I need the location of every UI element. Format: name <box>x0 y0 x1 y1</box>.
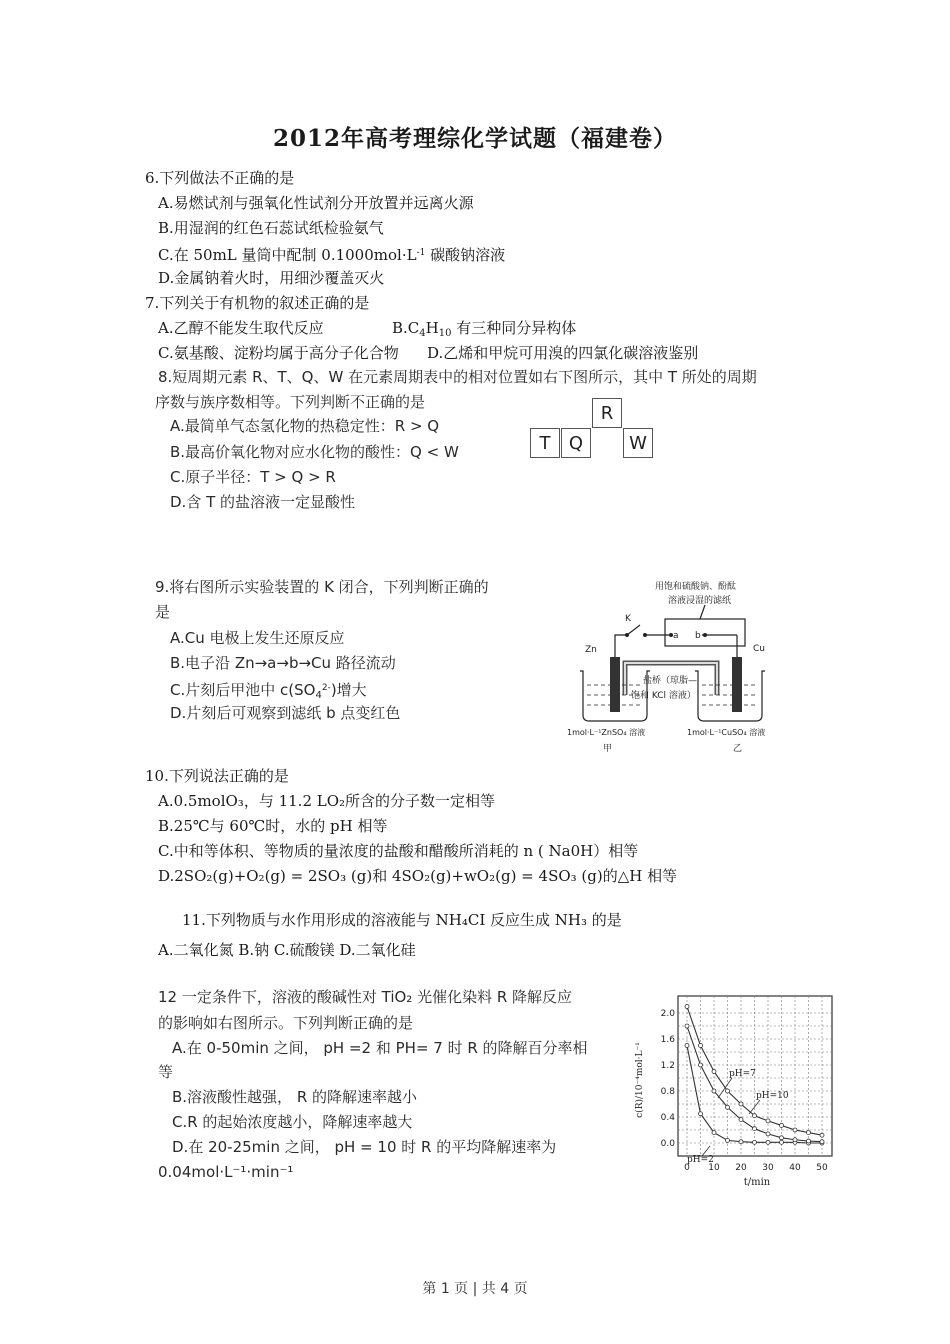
svg-text:2.0: 2.0 <box>660 1009 675 1019</box>
svg-text:1.6: 1.6 <box>660 1035 675 1045</box>
svg-text:20: 20 <box>735 1163 747 1173</box>
question-12-stem-line-2: 的影响如右图所示。下列判断正确的是 <box>158 1014 414 1032</box>
question-9-option-b: B.电子沿 Zn→a→b→Cu 路径流动 <box>170 654 396 672</box>
switch-k <box>627 625 640 635</box>
question-7-stem: 7.下列关于有机物的叙述正确的是 <box>145 294 370 312</box>
switch-label: K <box>625 614 631 624</box>
svg-text:10: 10 <box>708 1163 720 1173</box>
svg-text:0.8: 0.8 <box>660 1087 675 1097</box>
option-b-text-mid: H <box>425 319 439 337</box>
question-10-option-a: A.0.5molO₃，与 11.2 LO₂所含的分子数一定相等 <box>158 792 496 810</box>
option-b-text: B.C <box>392 319 420 337</box>
question-9-option-c <box>170 678 367 706</box>
question-8-option-a: A.最简单气态氢化物的热稳定性：R > Q <box>170 417 440 435</box>
right-cell-label: 乙 <box>733 744 743 754</box>
question-7-option-d: D.乙烯和甲烷可用溴的四氯化碳溶液鉴别 <box>427 344 699 362</box>
question-10-stem: 10.下列说法正确的是 <box>145 767 289 785</box>
filter-paper-label-1: 用饱和硫酸钠、酚酞 <box>655 582 737 592</box>
zinc-electrode <box>610 657 620 712</box>
option-c-sub: 4 <box>315 690 322 701</box>
question-12-option-b: B.溶液酸性越强， R 的降解速率越小 <box>172 1088 418 1106</box>
question-8-stem-line-2: 序数与族序数相等。下列判断不正确的是 <box>155 393 426 411</box>
salt-bridge-label-1: 盐桥（琼脂— <box>643 676 698 686</box>
question-6-option-d: D.金属钠着火时，用细沙覆盖灭火 <box>158 269 385 287</box>
question-10-option-b: B.25℃与 60℃时，水的 pH 相等 <box>158 817 388 835</box>
option-c-text-end: )增大 <box>330 681 367 699</box>
question-9-option-a: A.Cu 电极上发生还原反应 <box>170 629 345 647</box>
svg-text:0: 0 <box>684 1163 690 1173</box>
point-b-label: b <box>695 631 701 641</box>
svg-text:1.2: 1.2 <box>660 1061 675 1071</box>
option-b-sub-2: 10 <box>438 328 452 339</box>
document-title: 2012年高考理综化学试题（福建卷） <box>272 125 677 152</box>
question-12-option-c: C.R 的起始浓度越小，降解速率越大 <box>172 1113 413 1131</box>
periodic-table-figure <box>530 398 660 460</box>
svg-text:0.0: 0.0 <box>660 1139 675 1149</box>
beaker-right <box>695 671 765 721</box>
copper-electrode <box>732 657 742 712</box>
question-6-stem: 6.下列做法不正确的是 <box>145 169 295 187</box>
question-7-option-a: A.乙醇不能发生取代反应 <box>158 319 324 337</box>
question-11-options: A.二氧化氮 B.钠 C.硫酸镁 D.二氧化硅 <box>158 941 416 959</box>
cell-q: Q <box>561 428 591 458</box>
label-ph10: pH=10 <box>756 1091 789 1101</box>
question-11-stem: 11.下列物质与水作用形成的溶液能与 NH₄CI 反应生成 NH₃ 的是 <box>182 911 622 929</box>
cu-label: Cu <box>753 644 765 654</box>
label-ph2: pH=2 <box>687 1155 714 1165</box>
question-6-option-a: A.易燃试剂与强氧化性试剂分开放置并远离火源 <box>158 194 474 212</box>
question-8-option-d: D.含 T 的盐溶液一定显酸性 <box>170 493 356 511</box>
degradation-chart <box>632 988 837 1193</box>
svg-text:30: 30 <box>762 1163 774 1173</box>
question-12-option-a-line-2: 等 <box>158 1063 174 1081</box>
question-12-stem-line-1: 12 一定条件下，溶液的酸碱性对 TiO₂ 光催化染料 R 降解反应 <box>158 988 573 1006</box>
cell-w: W <box>623 428 653 458</box>
svg-text:40: 40 <box>789 1163 801 1173</box>
question-8-stem-line-1: 8.短周期元素 R、T、Q、W 在元素周期表中的相对位置如右下图所示，其中 T 所处的周期 <box>158 368 757 386</box>
question-10-option-c: C.中和等体积、等物质的量浓度的盐酸和醋酸所消耗的 n ( Na0H）相等 <box>158 842 639 860</box>
point-a-label: a <box>673 631 679 641</box>
page-footer: 第 1 页 | 共 4 页 <box>422 1281 528 1297</box>
option-b-text-end: 有三种同分异构体 <box>451 319 577 337</box>
option-c-text: C.片刻后甲池中 c(SO <box>170 681 316 699</box>
y-axis-label: c(R)/10⁻⁴mol·L⁻¹ <box>635 1042 645 1118</box>
galvanic-cell-figure <box>555 575 810 760</box>
question-9-stem-line-1: 9.将右图所示实验装置的 K 闭合，下列判断正确的 <box>155 578 489 596</box>
question-9-option-d: D.片刻后可观察到滤纸 b 点变红色 <box>170 704 401 722</box>
question-7-option-c: C.氨基酸、淀粉均属于高分子化合物 <box>158 344 399 362</box>
left-cell-label: 甲 <box>603 744 613 754</box>
question-9-stem-line-2: 是 <box>155 603 171 621</box>
question-6-option-b: B.用湿润的红色石蕊试纸检验氨气 <box>158 219 384 237</box>
svg-text:0.4: 0.4 <box>660 1113 675 1123</box>
x-axis-label: t/min <box>743 1177 771 1188</box>
right-solution-label: 1mol·L⁻¹CuSO₄ 溶液 <box>687 728 766 737</box>
cell-r: R <box>592 398 622 428</box>
option-c-text-end: 碳酸钠溶液 <box>425 246 506 264</box>
question-6-option-c <box>158 243 505 265</box>
svg-text:50: 50 <box>816 1163 828 1173</box>
question-8-option-c: C.原子半径：T > Q > R <box>170 468 336 486</box>
left-solution-label: 1mol·L⁻¹ZnSO₄ 溶液 <box>567 728 646 737</box>
y-axis-ticks <box>661 1009 676 1149</box>
question-7-option-b <box>392 318 576 344</box>
option-c-sup: -1 <box>416 248 426 258</box>
label-ph7: pH=7 <box>729 1069 756 1079</box>
option-b-sub: 4 <box>419 328 426 339</box>
option-c-sup: 2- <box>321 683 331 693</box>
filter-paper-label-2: 溶液浸湿的滤纸 <box>668 596 732 606</box>
question-8-option-b: B.最高价氧化物对应水化物的酸性：Q < W <box>170 443 459 461</box>
question-10-option-d: D.2SO₂(g)+O₂(g) = 2SO₃ (g)和 4SO₂(g)+wO₂(g) = 4SO₃ (g)的△H 相等 <box>158 867 678 885</box>
question-12-option-d-line-2: 0.04mol·L⁻¹·min⁻¹ <box>158 1163 294 1181</box>
salt-bridge-label-2: 饱和 KCl 溶液） <box>631 691 696 701</box>
question-12-option-a-line-1: A.在 0-50min 之间， pH =2 和 PH= 7 时 R 的降解百分率相 <box>172 1039 588 1057</box>
question-12-option-d-line-1: D.在 20-25min 之间， pH = 10 时 R 的平均降解速率为 <box>172 1138 557 1156</box>
option-c-text: C.在 50mL 量筒中配制 0.1000mol·L <box>158 246 417 264</box>
cell-t: T <box>530 428 560 458</box>
zn-label: Zn <box>585 645 597 655</box>
